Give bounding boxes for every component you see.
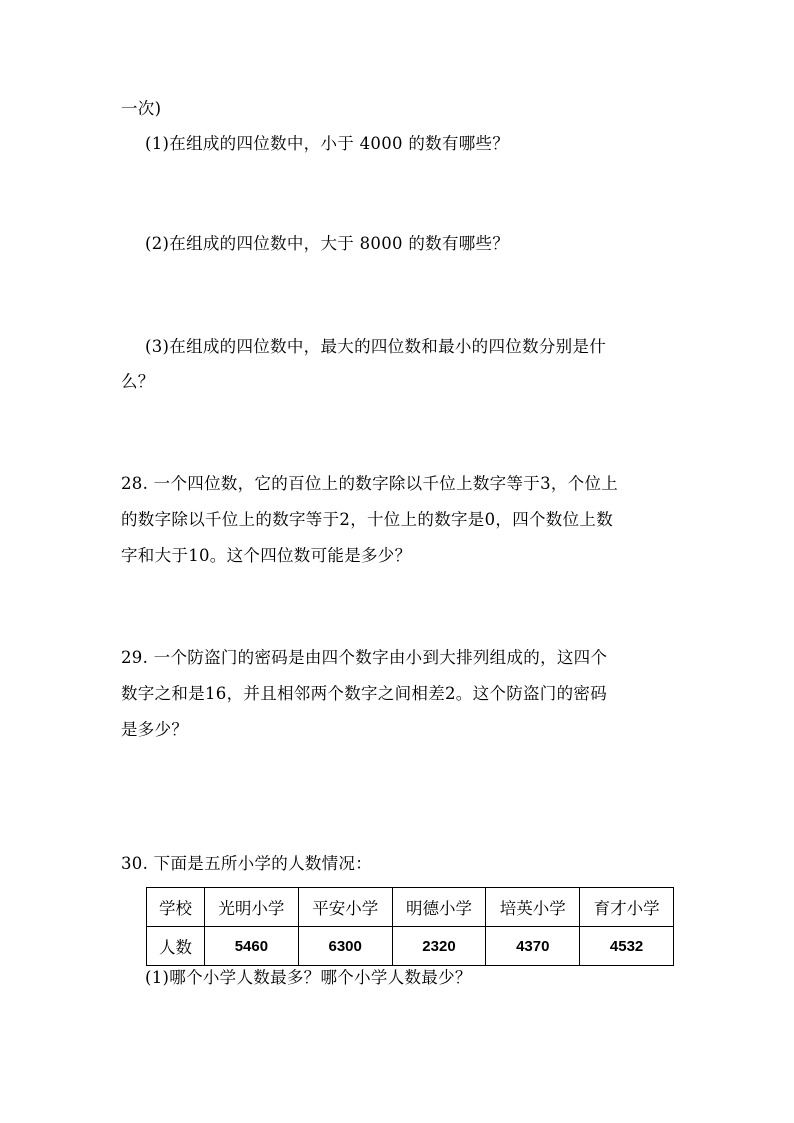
question-29-line-1: 29. 一个防盗门的密码是由四个数字由小到大排列组成的，这四个 bbox=[121, 648, 608, 667]
question-29-line-2: 数字之和是16，并且相邻两个数字之间相差2。这个防盗门的密码 bbox=[121, 684, 607, 703]
sub-question-3-line-2: 么？ bbox=[121, 372, 155, 391]
table-school-name: 培英小学 bbox=[486, 888, 580, 927]
sub-question-2: (2)在组成的四位数中，大于 8000 的数有哪些？ bbox=[145, 234, 510, 253]
question-29-line-3: 是多少？ bbox=[121, 720, 189, 739]
table-header-label: 学校 bbox=[147, 888, 205, 927]
table-school-name: 平安小学 bbox=[298, 888, 392, 927]
school-population-table bbox=[146, 887, 674, 966]
sub-question-3-line-1: (3)在组成的四位数中，最大的四位数和最小的四位数分别是什 bbox=[145, 337, 607, 356]
table-count-cell: 2320 bbox=[392, 927, 486, 966]
previous-question-tail: 一次) bbox=[121, 99, 162, 118]
table-school-name: 育才小学 bbox=[580, 888, 674, 927]
table-count-cell: 4370 bbox=[486, 927, 580, 966]
sub-question-1: (1)在组成的四位数中，小于 4000 的数有哪些？ bbox=[145, 134, 510, 153]
table-header-row bbox=[147, 888, 674, 927]
table-count-cell: 5460 bbox=[205, 927, 299, 966]
table-row-label: 人数 bbox=[147, 927, 205, 966]
question-28-line-2: 的数字除以千位上的数字等于2，十位上的数字是0，四个数位上数 bbox=[121, 510, 613, 529]
question-30-stem: 30. 下面是五所小学的人数情况： bbox=[121, 854, 373, 873]
table-school-name: 光明小学 bbox=[205, 888, 299, 927]
question-28-line-1: 28. 一个四位数，它的百位上的数字除以千位上数字等于3，个位上 bbox=[121, 474, 619, 493]
table-count-cell: 6300 bbox=[298, 927, 392, 966]
table-count-cell: 4532 bbox=[580, 927, 674, 966]
table-school-name: 明德小学 bbox=[392, 888, 486, 927]
table-data-row bbox=[147, 927, 674, 966]
question-28-line-3: 字和大于10。这个四位数可能是多少？ bbox=[121, 546, 412, 565]
question-30-sub-1: (1)哪个小学人数最多？哪个小学人数最少？ bbox=[145, 968, 472, 987]
